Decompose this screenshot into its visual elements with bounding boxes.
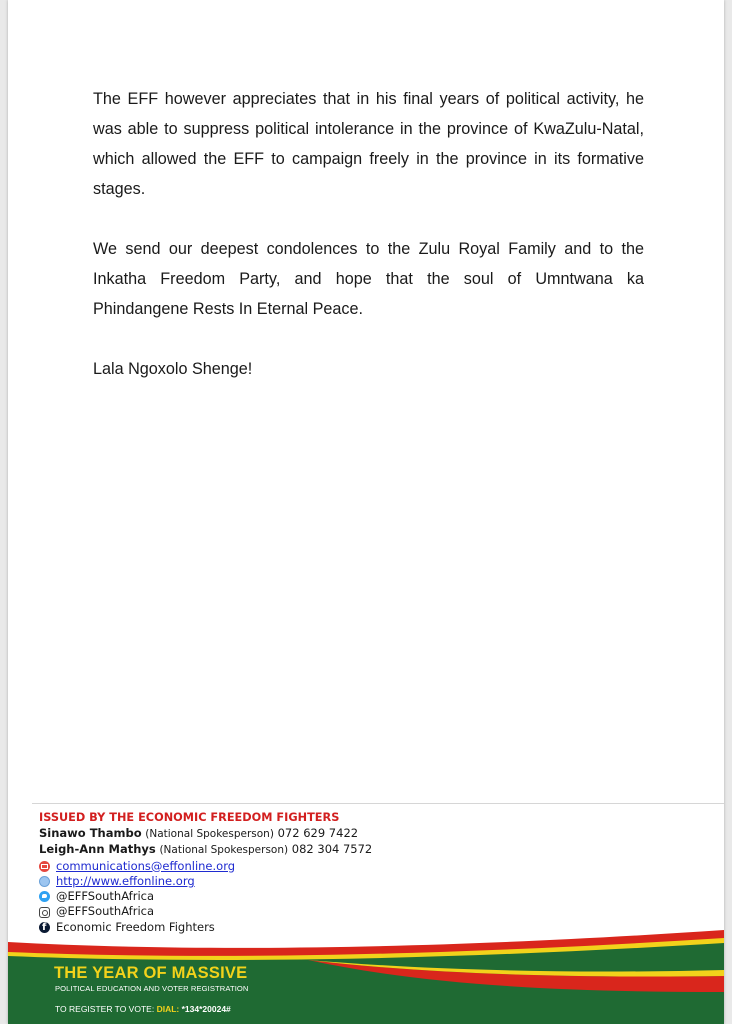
website-row: [39, 874, 459, 889]
website-link[interactable]: http://www.effonline.org: [56, 873, 195, 888]
twitter-icon: [39, 891, 50, 902]
spokesperson-row: [39, 842, 459, 858]
spokesperson-role: (National Spokesperson): [159, 844, 289, 857]
facebook-page: Economic Freedom Fighters: [56, 919, 215, 934]
document-page: [8, 0, 724, 1024]
footer-divider: [32, 803, 724, 804]
email-link[interactable]: communications@effonline.org: [56, 858, 236, 873]
instagram-icon: [39, 907, 50, 918]
spokesperson-name: Sinawo Thambo: [39, 826, 142, 840]
register-label: TO REGISTER TO VOTE:: [55, 1004, 155, 1014]
spokesperson-phone: 082 304 7572: [291, 842, 373, 857]
twitter-row: [39, 889, 459, 904]
spokesperson-row: [39, 826, 459, 842]
paragraph-appreciation: The EFF however appreciates that in his final years of political activity, he was able to suppress political intolerance in the province of KwaZulu-Natal, which allowed the EFF to campaign freely in the province in its formative stages.: [93, 90, 644, 198]
twitter-handle: @EFFSouthAfrica: [56, 889, 155, 904]
banner-title: THE YEAR OF MASSIVE: [54, 964, 248, 982]
footer-banner: [8, 930, 724, 1024]
email-row: [39, 859, 459, 874]
banner-subtitle: POLITICAL EDUCATION AND VOTER REGISTRATION: [55, 984, 249, 993]
dial-code: *134*20024#: [181, 1004, 231, 1014]
email-icon: [39, 861, 50, 872]
contact-block: [39, 810, 459, 935]
spokesperson-name: Leigh-Ann Mathys: [39, 842, 156, 857]
statement-body: [93, 84, 644, 414]
register-line: [55, 1004, 231, 1014]
instagram-handle: @EFFSouthAfrica: [56, 904, 155, 919]
globe-icon: [39, 876, 50, 887]
paragraph-closing: Lala Ngoxolo Shenge!: [93, 360, 253, 378]
spokesperson-role: (National Spokesperson): [145, 828, 274, 840]
dial-label: DIAL:: [156, 1004, 180, 1014]
paragraph-condolences: We send our deepest condolences to the Zulu Royal Family and to the Inkatha Freedom Party, and hope that the soul of Umntwana ka Phindangene Rests In Eternal Peace.: [93, 240, 644, 318]
instagram-row: [39, 904, 459, 919]
spokesperson-phone: 072 629 7422: [277, 826, 359, 840]
issued-by-heading: ISSUED BY THE ECONOMIC FREEDOM FIGHTERS: [39, 811, 340, 824]
